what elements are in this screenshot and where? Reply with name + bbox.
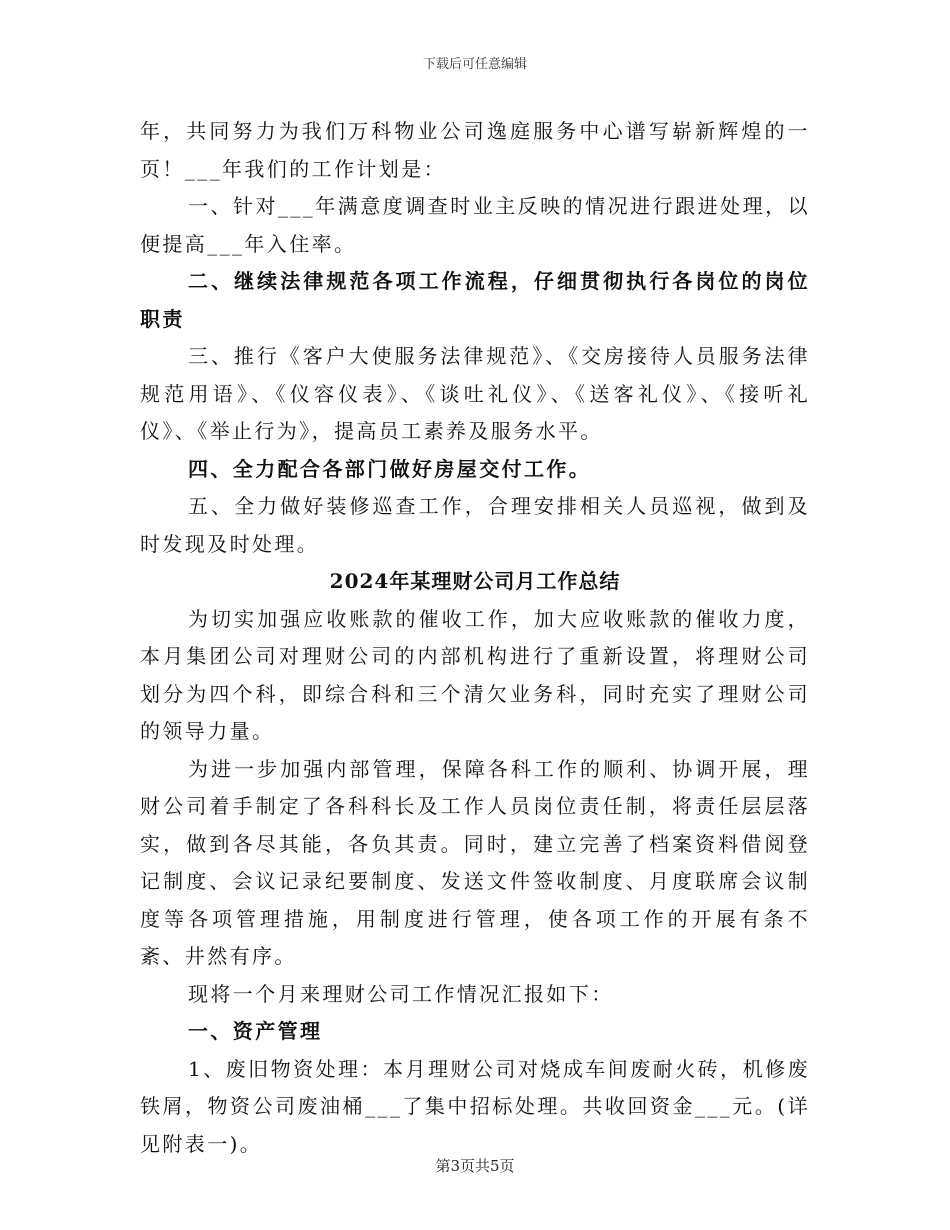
document-body (140, 113, 810, 1163)
section-title: 2024年某理财公司月工作总结 (329, 569, 621, 593)
paragraph-plan-item-2: 二、继续法律规范各项工作流程，仔细贯彻执行各岗位的岗位职责 (140, 269, 810, 331)
paragraph-waste-disposal: 1、废旧物资处理：本月理财公司对烧成车间废耐火砖，机修废铁屑，物资公司废油桶___了集中招标处理。共收回资金___元。(详见附表一)。 (140, 1056, 810, 1156)
paragraph-plan-item-5: 五、全力做好装修巡查工作，合理安排相关人员巡视，做到及时发现及时处理。 (140, 494, 810, 556)
paragraph-plan-item-1: 一、针对___年满意度调查时业主反映的情况进行跟进处理，以便提高___年入住率。 (140, 194, 810, 256)
page-footer: 第3页共5页 (435, 1157, 515, 1175)
page-header: 下载后可任意编辑 (422, 57, 527, 72)
paragraph-management: 为进一步加强内部管理，保障各科工作的顺利、协调开展，理财公司着手制定了各科科长及工作人员岗位责任制，将责任层层落实，做到各尽其能，各负其责。同时，建立完善了档案资料借阅登记制度、会议记录纪要制度、发送文件签收制度、月度联席会议制度等各项管理措施，用制度进行管理，使各项工作的开展有条不紊、井然有序。 (140, 756, 810, 968)
heading-asset-management: 一、资产管理 (188, 1019, 323, 1043)
paragraph-continuation: 年，共同努力为我们万科物业公司逸庭服务中心谱写崭新辉煌的一页！___年我们的工作计划是： (140, 119, 810, 181)
paragraph-report-lead: 现将一个月来理财公司工作情况汇报如下： (188, 981, 614, 1006)
paragraph-plan-item-4: 四、全力配合各部门做好房屋交付工作。 (188, 456, 592, 481)
paragraph-intro: 为切实加强应收账款的催收工作，加大应收账款的催收力度，本月集团公司对理财公司的内部机构进行了重新设置，将理财公司划分为四个科，即综合科和三个清欠业务科，同时充实了理财公司的领导力量。 (140, 606, 810, 743)
paragraph-plan-item-3: 三、推行《客户大使服务法律规范》、《交房接待人员服务法律规范用语》、《仪容仪表》、《谈吐礼仪》、《送客礼仪》、《接听礼仪》、《举止行为》，提高员工素养及服务水平。 (140, 344, 810, 443)
